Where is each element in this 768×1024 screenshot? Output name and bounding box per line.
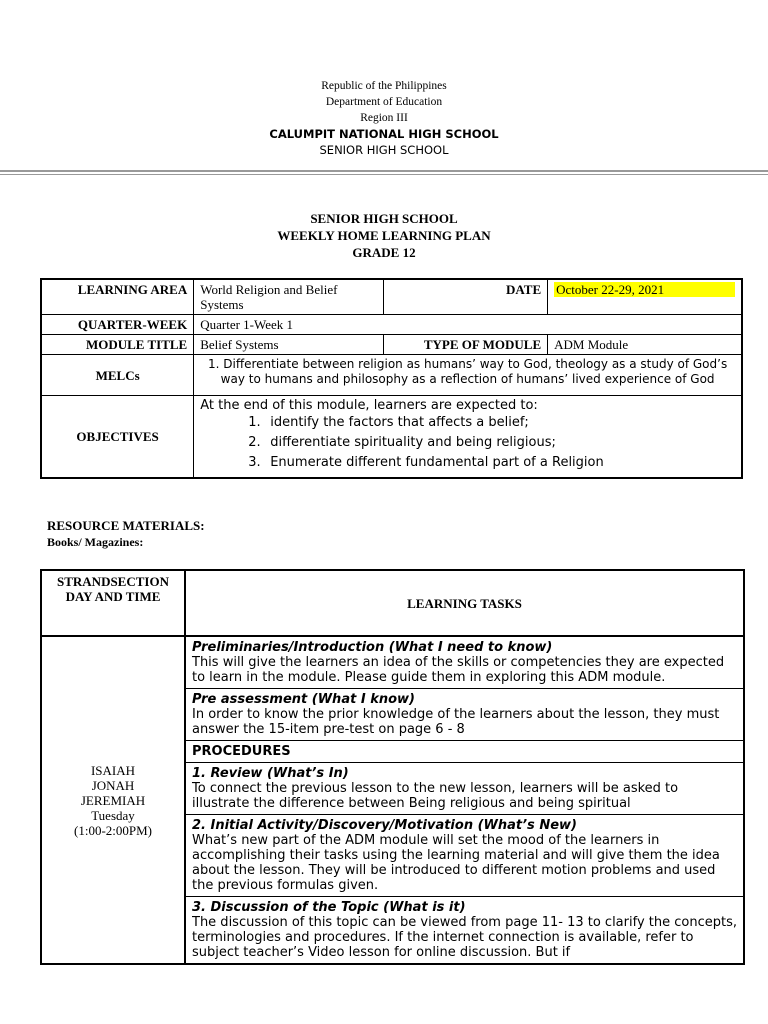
resource-materials	[47, 517, 205, 551]
task-title: 2. Initial Activity/Discovery/Motivation (What’s New)	[192, 818, 577, 833]
division-name: SENIOR HIGH SCHOOL	[319, 143, 449, 157]
task-body: This will give the learners an idea of the skills or competencies they are expected to learn in the module. Please guide them in exploring this ADM module.	[192, 655, 725, 685]
document-title	[0, 210, 768, 261]
task-body: What’s new part of the ADM module will set the mood of the learners in accomplishing their tasks using the learning material and will give them the idea about the lesson. They will be introduced to different motion problems and used the previous formulas given.	[192, 833, 720, 893]
objective-text: differentiate spirituality and being religious;	[270, 435, 556, 450]
learning-tasks-header: LEARNING TASKS	[185, 570, 744, 636]
module-title-label: MODULE TITLE	[41, 335, 194, 355]
quarter-week-value: Quarter 1-Week 1	[194, 315, 742, 335]
letterhead	[0, 78, 768, 158]
quarter-week-label: QUARTER-WEEK	[41, 315, 194, 335]
task-body: In order to know the prior knowledge of the learners about the lesson, they must answer the 15-item pre-test on page 6 - 8	[192, 707, 720, 737]
section-name: JONAH	[91, 777, 135, 793]
module-title-row	[41, 335, 742, 355]
type-of-module-value: ADM Module	[548, 335, 742, 355]
day-name: Tuesday	[91, 807, 135, 823]
quarter-week-row	[41, 315, 742, 335]
task-body: The discussion of this topic can be viewed from page 11- 13 to clarify the concepts, terminologies and procedures. If the internet connection is available, refer to subject teacher’s Video lesson for online discussion. But if	[192, 915, 737, 960]
plan-header-row	[41, 570, 744, 636]
resource-sub: Books/ Magazines:	[47, 535, 144, 549]
day-time-header-line: DAY AND TIME	[65, 589, 161, 604]
strand-header-line: STRANDSECTION	[57, 574, 169, 589]
republic-line: Republic of the Philippines	[321, 80, 447, 92]
task-review	[185, 763, 744, 815]
melcs-label: MELCs	[41, 355, 194, 396]
learning-plan-table	[40, 569, 745, 965]
objective-item	[248, 415, 735, 430]
task-initial-activity	[185, 815, 744, 897]
resource-heading: RESOURCE MATERIALS:	[47, 518, 205, 533]
melcs-row	[41, 355, 742, 396]
task-row	[41, 636, 744, 689]
header-divider-thin	[0, 174, 768, 175]
objectives-intro: At the end of this module, learners are expected to:	[200, 398, 538, 413]
objective-number: 1.	[248, 415, 261, 430]
task-title: Pre assessment (What I know)	[192, 692, 415, 707]
learning-area-label: LEARNING AREA	[41, 279, 194, 315]
objectives-row	[41, 396, 742, 479]
procedures-heading: PROCEDURES	[185, 741, 744, 763]
objectives-cell	[194, 396, 742, 479]
objectives-list	[200, 415, 735, 470]
module-title-value: Belief Systems	[194, 335, 383, 355]
objectives-label: OBJECTIVES	[41, 396, 194, 479]
task-title: Preliminaries/Introduction (What I need to know)	[192, 640, 553, 655]
department-line: Department of Education	[325, 96, 443, 108]
date-value: October 22-29, 2021	[554, 282, 735, 297]
learning-area-row	[41, 279, 742, 315]
task-title: 1. Review (What’s In)	[192, 766, 349, 781]
objective-text: Enumerate different fundamental part of a Religion	[270, 455, 604, 470]
title-line-2: WEEKLY HOME LEARNING PLAN	[277, 228, 491, 243]
header-divider	[0, 170, 768, 172]
title-line-1: SENIOR HIGH SCHOOL	[310, 211, 458, 226]
objective-number: 2.	[248, 435, 261, 450]
objective-item	[248, 455, 735, 470]
task-body: To connect the previous lesson to the new lesson, learners will be asked to illustrate the difference between Being religious and being spiritual	[192, 781, 679, 811]
date-label: DATE	[383, 279, 548, 315]
task-discussion	[185, 897, 744, 965]
section-name: ISAIAH	[90, 762, 136, 778]
objective-number: 3.	[248, 455, 261, 470]
section-name: JEREMIAH	[80, 792, 146, 808]
melcs-value: 1. Differentiate between religion as humans’ way to God, theology as a study of God’s way to humans and philosophy as a reflection of humans’ lived experience of God	[194, 355, 742, 396]
info-table	[40, 278, 743, 479]
time-range: (1:00-2:00PM)	[74, 822, 152, 838]
learning-area-value: World Religion and Belief Systems	[194, 279, 383, 315]
task-title: 3. Discussion of the Topic (What is it)	[192, 900, 466, 915]
objective-text: identify the factors that affects a belief;	[270, 415, 529, 430]
task-preliminaries	[185, 636, 744, 689]
school-name: CALUMPIT NATIONAL HIGH SCHOOL	[269, 127, 499, 141]
type-of-module-label: TYPE OF MODULE	[383, 335, 548, 355]
strand-day-header	[41, 570, 185, 636]
section-day-time	[41, 636, 185, 964]
title-line-3: GRADE 12	[352, 245, 416, 260]
region-line: Region III	[360, 112, 408, 124]
date-cell	[548, 279, 742, 315]
task-pre-assessment	[185, 689, 744, 741]
objective-item	[248, 435, 735, 450]
